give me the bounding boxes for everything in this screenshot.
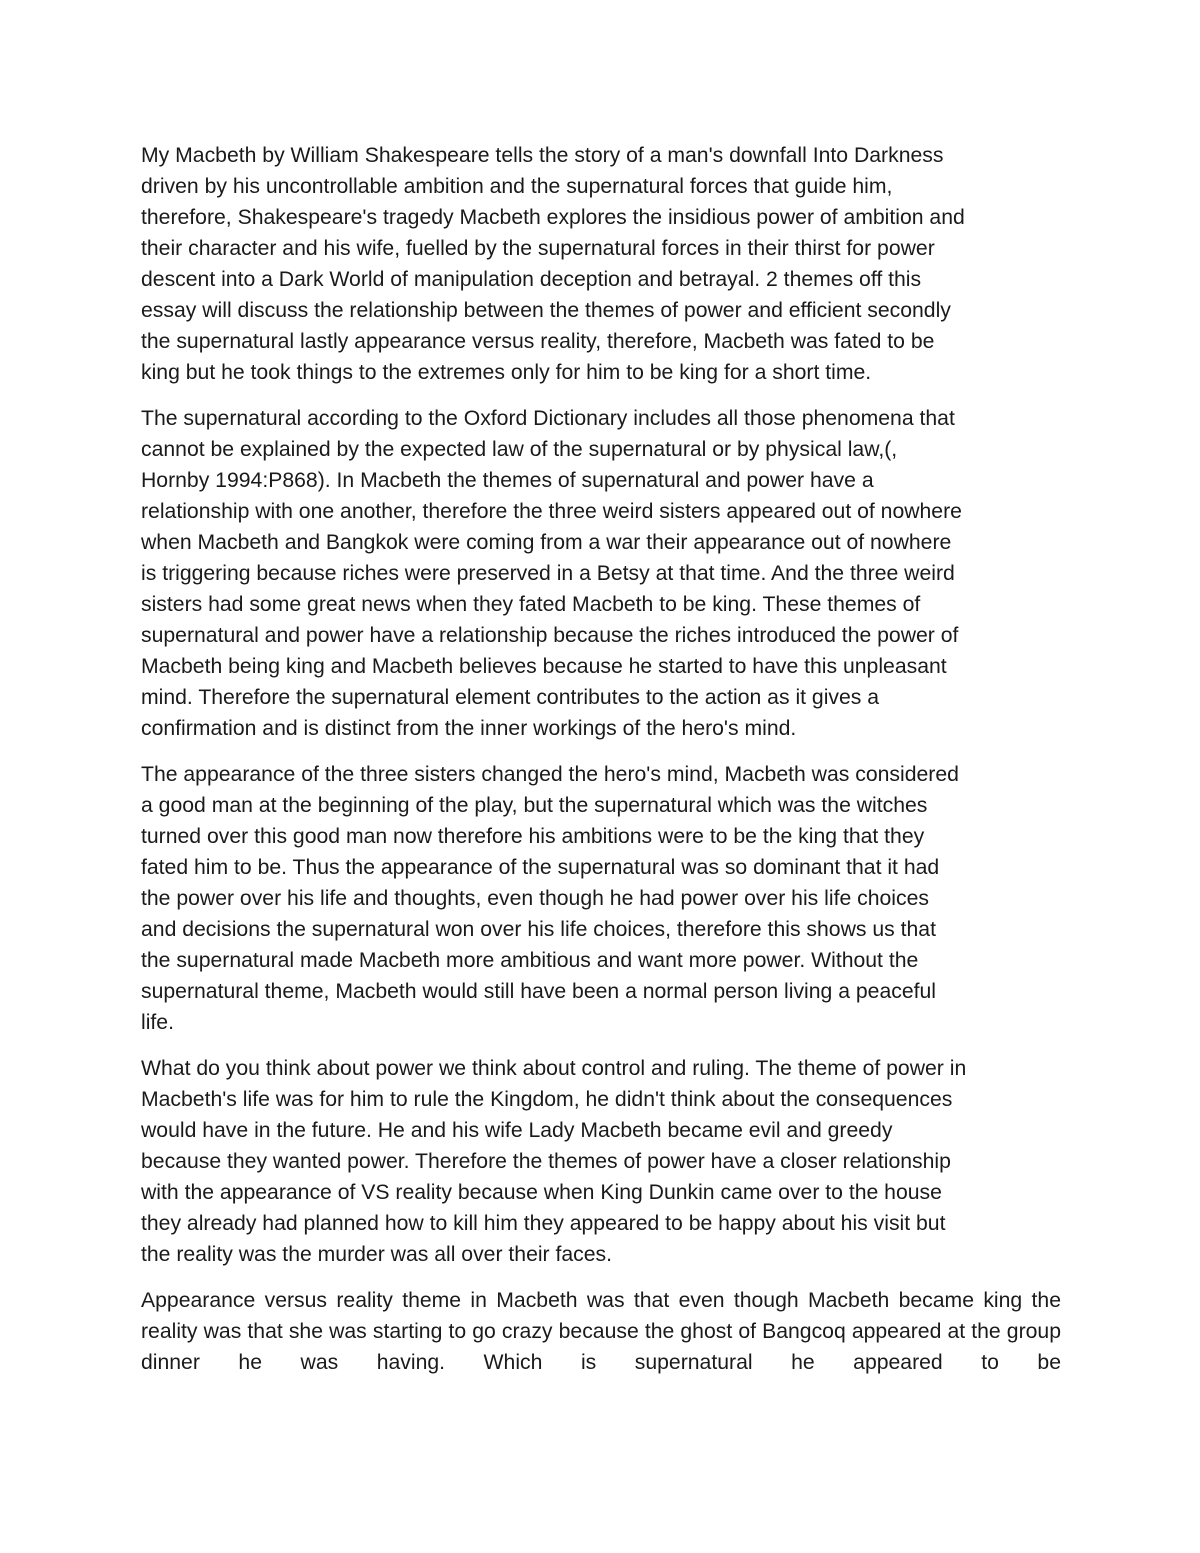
- paragraph-5: Appearance versus reality theme in Macbeth was that even though Macbeth became king the reality was that she was starting to go crazy because the ghost of Bangcoq appeared at the group dinner he was having. Which is supernatural he appeared to be: [141, 1289, 1061, 1374]
- paragraph-3: The appearance of the three sisters changed the hero's mind, Macbeth was considered a good man at the beginning of the play, but the supernatural which was the witches turned over this good man now therefore his ambitions were to be the king that they fated him to be. Thus the appearance of the supernatural was so dominant that it had the power over his life and thoughts, even though he had power over his life choices and decisions the supernatural won over his life choices, therefore this shows us that the supernatural made Macbeth more ambitious and want more power. Without the supernatural theme, Macbeth would still have been a normal person living a peaceful life.: [141, 763, 959, 1034]
- paragraph-1: My Macbeth by William Shakespeare tells the story of a man's downfall Into Darkness driven by his uncontrollable ambition and the supernatural forces that guide him, therefore, Shakespeare's tragedy Macbeth explores the insidious power of ambition and their character and his wife, fuelled by the supernatural forces in their thirst for power descent into a Dark World of manipulation deception and betrayal. 2 themes off this essay will discuss the relationship between the themes of power and efficient secondly the supernatural lastly appearance versus reality, therefore, Macbeth was fated to be king but he took things to the extremes only for him to be king for a short time.: [141, 144, 965, 384]
- paragraph-4: What do you think about power we think about control and ruling. The theme of power in Macbeth's life was for him to rule the Kingdom, he didn't think about the consequences would have in the future. He and his wife Lady Macbeth became evil and greedy because they wanted power. Therefore the themes of power have a closer relationship with the appearance of VS reality because when King Dunkin came over to the house they already had planned how to kill him they appeared to be happy about his visit but the reality was the murder was all over their faces.: [141, 1057, 967, 1266]
- essay-body: [141, 140, 1061, 1393]
- paragraph-2: The supernatural according to the Oxford Dictionary includes all those phenomena that cannot be explained by the expected law of the supernatural or by physical law,(, Hornby 1994:P868). In Macbeth the themes of supernatural and power have a relationship with one another, therefore the three weird sisters appeared out of nowhere when Macbeth and Bangkok were coming from a war their appearance out of nowhere is triggering because riches were preserved in a Betsy at that time. And the three weird sisters had some great news when they fated Macbeth to be king. These themes of supernatural and power have a relationship because the riches introduced the power of Macbeth being king and Macbeth believes because he started to have this unpleasant mind. Therefore the supernatural element contributes to the action as it gives a confirmation and is distinct from the inner workings of the hero's mind.: [141, 407, 962, 740]
